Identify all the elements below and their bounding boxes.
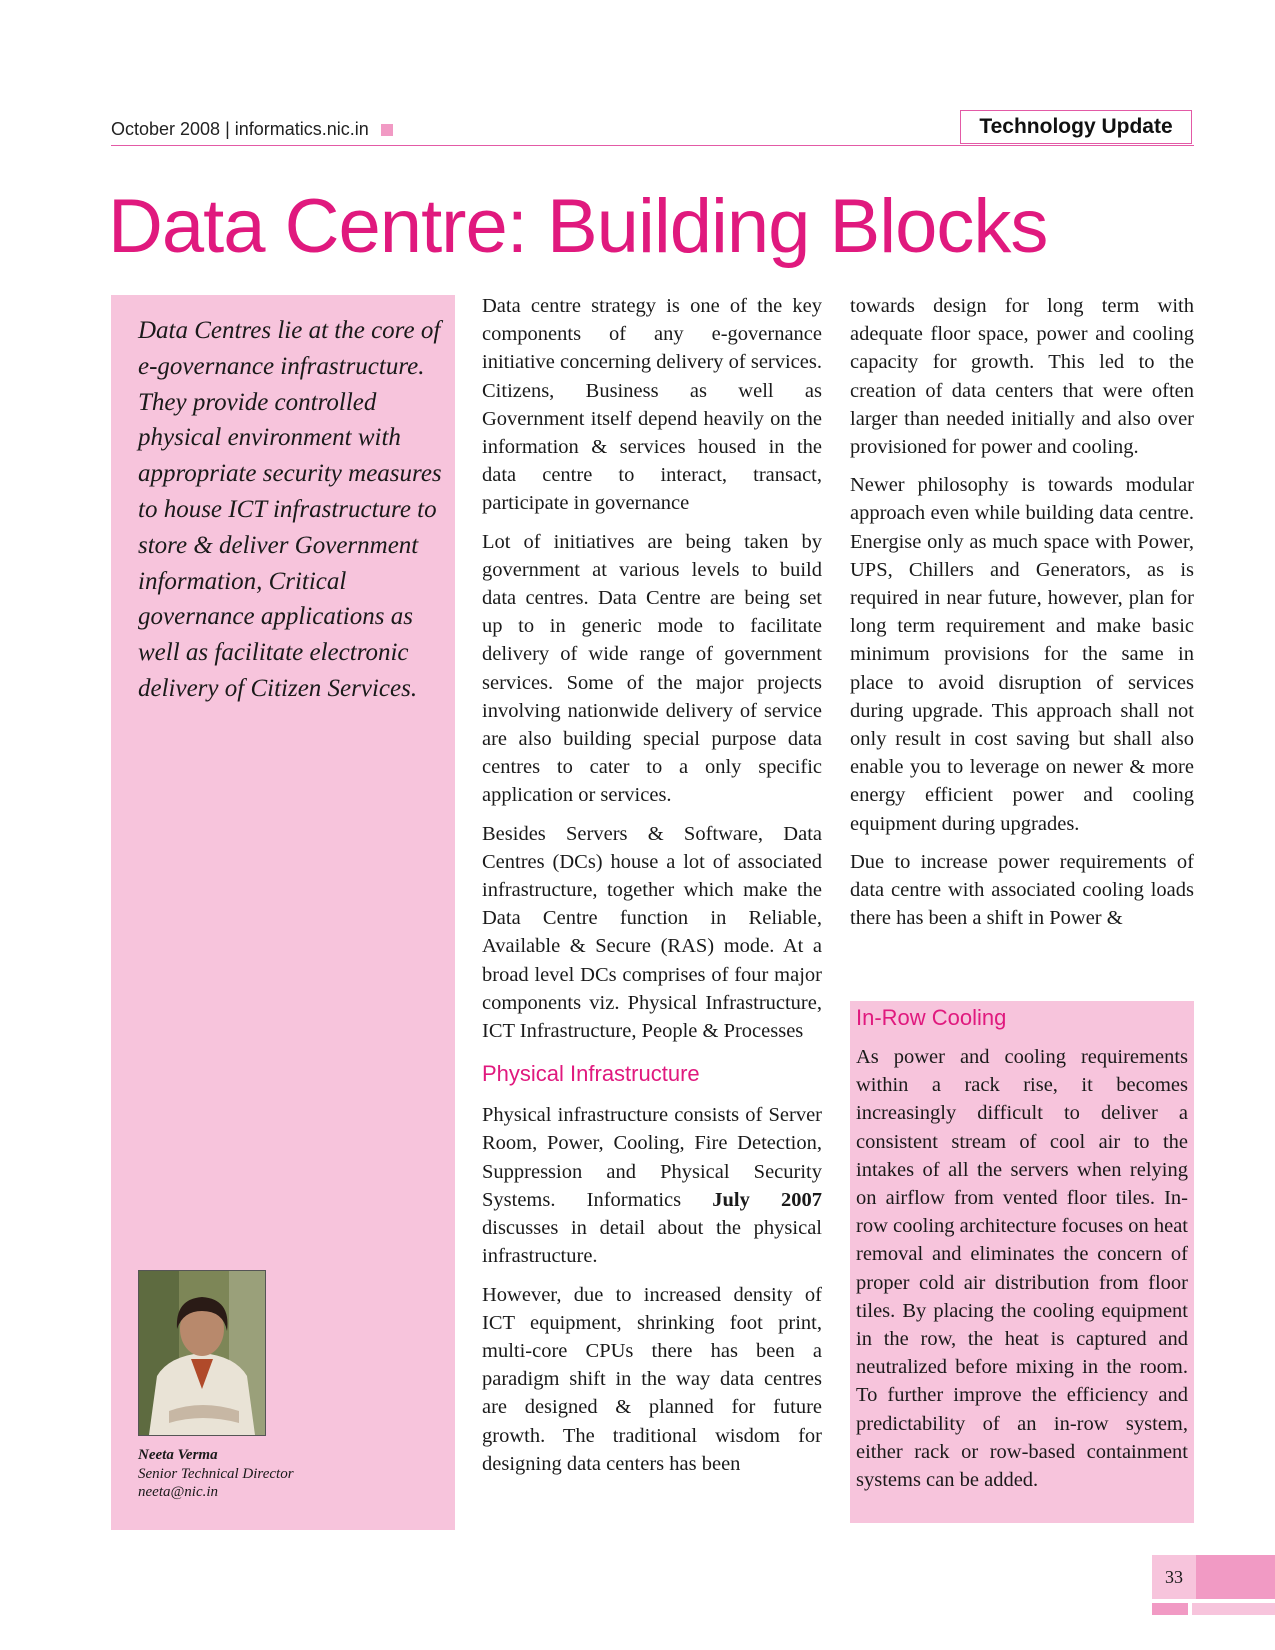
pink-square-ornament	[381, 124, 393, 136]
issue-header	[111, 119, 393, 140]
issue-text: October 2008 | informatics.nic.in	[111, 119, 369, 139]
paragraph: towards design for long term with adequate floor space, power and cooling capacity for growth. This led to the creation of data centers that were often larger than needed initially and also over provisioned for power and cooling.	[850, 295, 1194, 459]
paragraph-text: discusses in detail about the physical infrastructure.	[482, 1217, 822, 1268]
paragraph: Besides Servers & Software, Data Centres (DCs) house a lot of associated infrastructure, together which make the Data Centre function in Reliable, Available & Secure (RAS) mode. At a broad level DCs comprises of four major components viz. Physical Infrastructure, ICT Infrastructure, People & Processes	[482, 822, 822, 1043]
footer-decoration	[1196, 1555, 1275, 1599]
footer-decoration	[1192, 1603, 1275, 1615]
paragraph: Lot of initiatives are being taken by government at various levels to build data centres. Data Centre are being set up to in generic mode to facilitate delivery of wide range of government services. Some of the major projects involving nationwide delivery of service are also building special purpose data centres to cater to a only specific application or services.	[482, 530, 822, 807]
author-photo	[138, 1270, 266, 1436]
footer-decoration	[1152, 1603, 1188, 1615]
box-title: In-Row Cooling	[856, 1005, 1007, 1030]
article-column-3	[850, 292, 1194, 942]
paragraph: Newer philosophy is towards modular approach even while building data centre. Energise only as much space with Power, UPS, Chillers and Generators, as is required in near future, however, plan for long term requirement and make basic minimum provisions for the same in place to avoid disruption of services during upgrade. This approach shall not only result in cost saving but shall also enable you to leverage on newer & more energy efficient power and cooling equipment during upgrades.	[850, 474, 1194, 835]
section-label: Technology Update	[960, 110, 1192, 144]
article-title: Data Centre: Building Blocks	[108, 184, 1048, 269]
pull-quote: Data Centres lie at the core of e-governance infrastructure. They provide controlled physical environment with appropriate security measures to house ICT infrastructure to store & deliver Government information, Critical governance applications as well as facilitate electronic delivery of Citizen Services.	[138, 317, 442, 702]
paragraph	[482, 1101, 822, 1270]
author-email: neeta@nic.in	[138, 1484, 219, 1500]
header-rule	[111, 145, 1194, 146]
author-role: Senior Technical Director	[138, 1466, 294, 1482]
author-name: Neeta Verma	[138, 1447, 218, 1463]
article-column-2	[482, 292, 822, 1488]
in-row-cooling-box	[850, 1001, 1194, 1523]
paragraph: Due to increase power requirements of data centre with associated cooling loads there has been a shift in Power &	[850, 850, 1194, 930]
paragraph: Data centre strategy is one of the key components of any e-governance initiative concerning delivery of services. Citizens, Business as well as Government itself depend heavily on the information & services housed in the data centre to interact, transact, participate in governance	[482, 295, 822, 515]
subheading-physical-infrastructure: Physical Infrastructure	[482, 1061, 700, 1087]
page-number: 33	[1152, 1555, 1196, 1599]
box-text: As power and cooling requirements within a rack rise, it becomes increasingly difficult to deliver a consistent stream of cool air to the intakes of all the servers when relying on airflow from vented floor tiles. In-row cooling architecture focuses on heat removal and eliminates the concern of proper cold air distribution from floor tiles. By placing the cooling equipment in the row, the heat is captured and neutralized before mixing in the room. To further improve the efficiency and predictability of an in-row system, either rack or row-based containment systems can be added.	[856, 1046, 1188, 1492]
paragraph: However, due to increased density of ICT equipment, shrinking foot print, multi-core CPUs there has been a paradigm shift in the way data centres are designed & planned for future growth. The traditional wisdom for designing data centers has been	[482, 1283, 822, 1475]
bold-reference: July 2007	[712, 1188, 822, 1211]
paragraph-text: Physical infrastructure consists of Server Room, Power, Cooling, Fire Detection, Suppression and Physical Security Systems. Informatics	[482, 1104, 822, 1211]
